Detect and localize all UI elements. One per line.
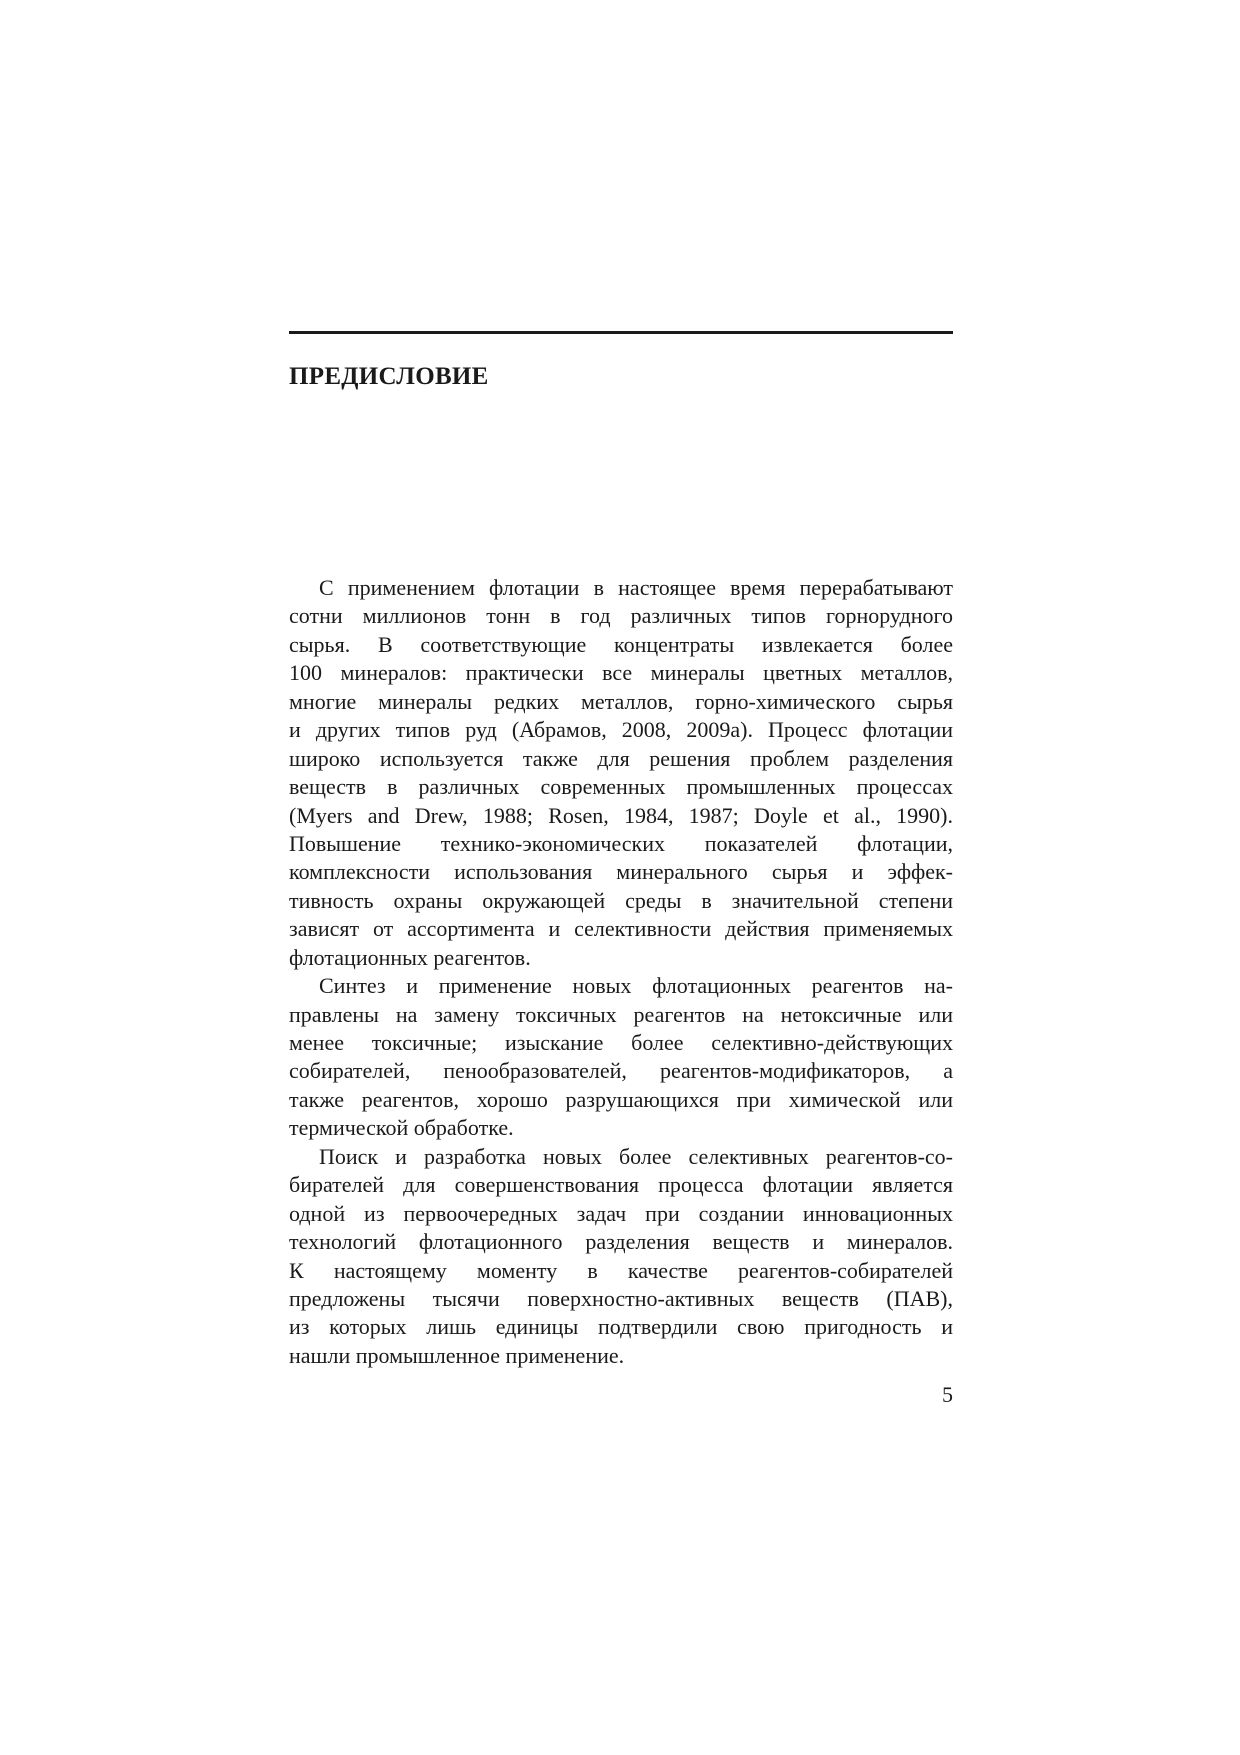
paragraph-line: собирателей, пенообразователей, реагентов-модификаторов, а: [289, 1058, 953, 1084]
paragraph: [289, 1143, 953, 1371]
paragraph-line: комплексности использования минерального сырья и эффек-: [289, 859, 953, 885]
paragraph-line: Поиск и разработка новых более селективных реагентов-со-: [319, 1143, 953, 1169]
paragraph-line: тивность охраны окружающей среды в значительной степени: [289, 887, 953, 913]
paragraph-line: одной из первоочередных задач при создании инновационных: [289, 1200, 953, 1226]
paragraph-line: 100 минералов: практически все минералы цветных металлов,: [289, 660, 953, 686]
paragraph-line: С применением флотации в настоящее время перерабатывают: [319, 575, 953, 600]
paragraph-line: многие минералы редких металлов, горно-химического сырья: [289, 688, 953, 714]
paragraph-line: правлены на замену токсичных реагентов на нетоксичные или: [289, 1001, 953, 1027]
paragraph-line: и других типов руд (Абрамов, 2008, 2009а). Процесс флотации: [289, 717, 953, 743]
paragraph-line: широко используется также для решения проблем разделения: [289, 745, 953, 771]
paragraph-line: нашли промышленное применение.: [289, 1342, 625, 1368]
paragraph-line: зависят от ассортимента и селективности действия применяемых: [289, 916, 953, 942]
paragraph-line: К настоящему моменту в качестве реагентов-собирателей: [289, 1257, 953, 1283]
body-text: [289, 574, 953, 1370]
paragraph-line: сотни миллионов тонн в год различных типов горнорудного: [289, 603, 953, 629]
paragraph-line: сырья. В соответствующие концентраты извлекается более: [289, 631, 953, 657]
paragraph-line: также реагентов, хорошо разрушающихся при химической или: [289, 1086, 953, 1112]
page-title: ПРЕДИСЛОВИЕ: [289, 363, 489, 390]
paragraph-line: термической обработке.: [289, 1115, 514, 1141]
page-number: 5: [942, 1382, 953, 1407]
paragraph: [289, 972, 953, 1143]
paragraph-line: флотационных реагентов.: [289, 944, 531, 970]
paragraph-line: технологий флотационного разделения веществ и минералов.: [289, 1229, 953, 1255]
section-rule: [289, 331, 953, 334]
paragraph: [289, 574, 953, 972]
paragraph-line: предложены тысячи поверхностно-активных веществ (ПАВ),: [289, 1285, 953, 1311]
paragraph-line: Синтез и применение новых флотационных реагентов на-: [319, 973, 953, 999]
paragraph-line: из которых лишь единицы подтвердили свою пригодность и: [289, 1314, 953, 1340]
paragraph-line: менее токсичные; изыскание более селективно-действующих: [289, 1030, 953, 1055]
paragraph-line: веществ в различных современных промышленных процессах: [289, 774, 953, 800]
paragraph-line: бирателей для совершенствования процесса флотации является: [289, 1172, 953, 1198]
paragraph-line: (Myers and Drew, 1988; Rosen, 1984, 1987; Doyle et al., 1990).: [289, 802, 953, 828]
paragraph-line: Повышение технико-экономических показателей флотации,: [289, 830, 953, 856]
